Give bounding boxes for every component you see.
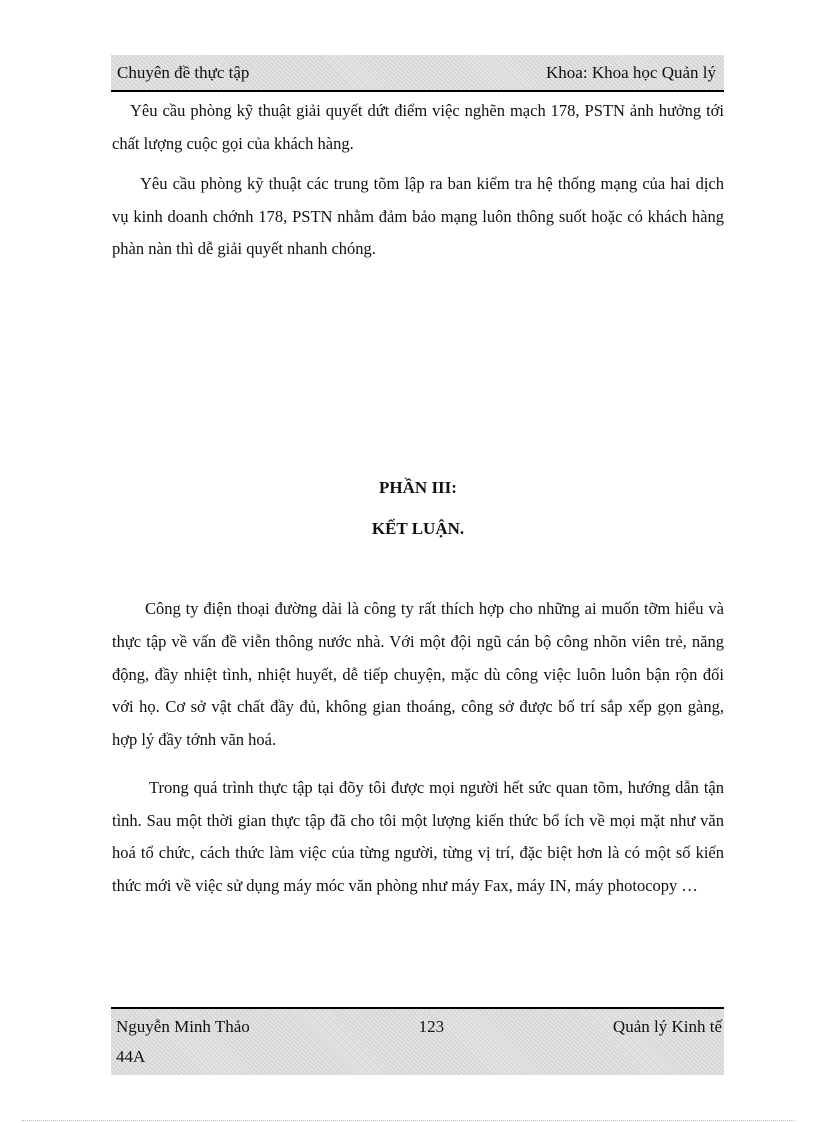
header-left-text: Chuyên đề thực tập xyxy=(117,62,250,82)
section-part-heading: PHẦN III: xyxy=(379,478,457,497)
header-right-text: Khoa: Khoa học Quản lý xyxy=(546,62,716,82)
footer-author: Nguyễn Minh Thảo xyxy=(116,1017,250,1036)
paragraph-4: Trong quá trình thực tập tại đõy tôi được mọi người hết sức quan tõm, hướng dẫn tận tình. Sau một thời gian thực tập đã cho tôi một lượng kiến thức bổ ích về mọi mặt như văn hoá tổ chức, cách thức làm việc của từng người, từng vị trí, đặc biệt hơn là có một số kiến thức mới về việc sử dụng máy móc văn phòng như máy Fax, máy IN, máy photocopy … xyxy=(112,778,724,895)
page-footer xyxy=(111,1007,724,1075)
paragraph-3: Công ty điện thoại đường dài là công ty rất thích hợp cho những ai muốn tỡm hiểu và thực tập về vấn đề viễn thông nước nhà. Với một đội ngũ cán bộ công nhõn viên trẻ, năng động, đầy nhiệt tình, nhiệt huyết, dễ tiếp chuyện, mặc dù công việc luôn luôn bận rộn đối với họ. Cơ sở vật chất đầy đủ, không gian thoáng, công sở được bố trí sắp xếp gọn gàng, hợp lý đầy tớnh văn hoá. xyxy=(112,599,724,750)
paragraph-1: Yêu cầu phòng kỹ thuật giải quyết dứt điểm việc nghẽn mạch 178, PSTN ảnh hưởng tới chất lượng cuộc gọi của khách hàng. xyxy=(112,101,724,153)
footer-page-number: 123 xyxy=(418,1017,445,1036)
page-header xyxy=(111,55,724,92)
footer-department: Quản lý Kinh tế xyxy=(612,1017,722,1036)
paragraph-2: Yêu cầu phòng kỹ thuật các trung tõm lập ra ban kiểm tra hệ thống mạng của hai dịch vụ kinh doanh chớnh 178, PSTN nhằm đảm bảo mạng luôn thông suốt hoặc có khách hàng phàn nàn thì dễ giải quyết nhanh chóng. xyxy=(112,174,724,258)
footer-class: 44A xyxy=(116,1047,146,1066)
footer-row-2 xyxy=(116,1042,722,1072)
footer-row xyxy=(116,1012,722,1042)
page-bottom-divider xyxy=(22,1120,794,1121)
section-title-heading: KẾT LUẬN. xyxy=(371,519,465,538)
